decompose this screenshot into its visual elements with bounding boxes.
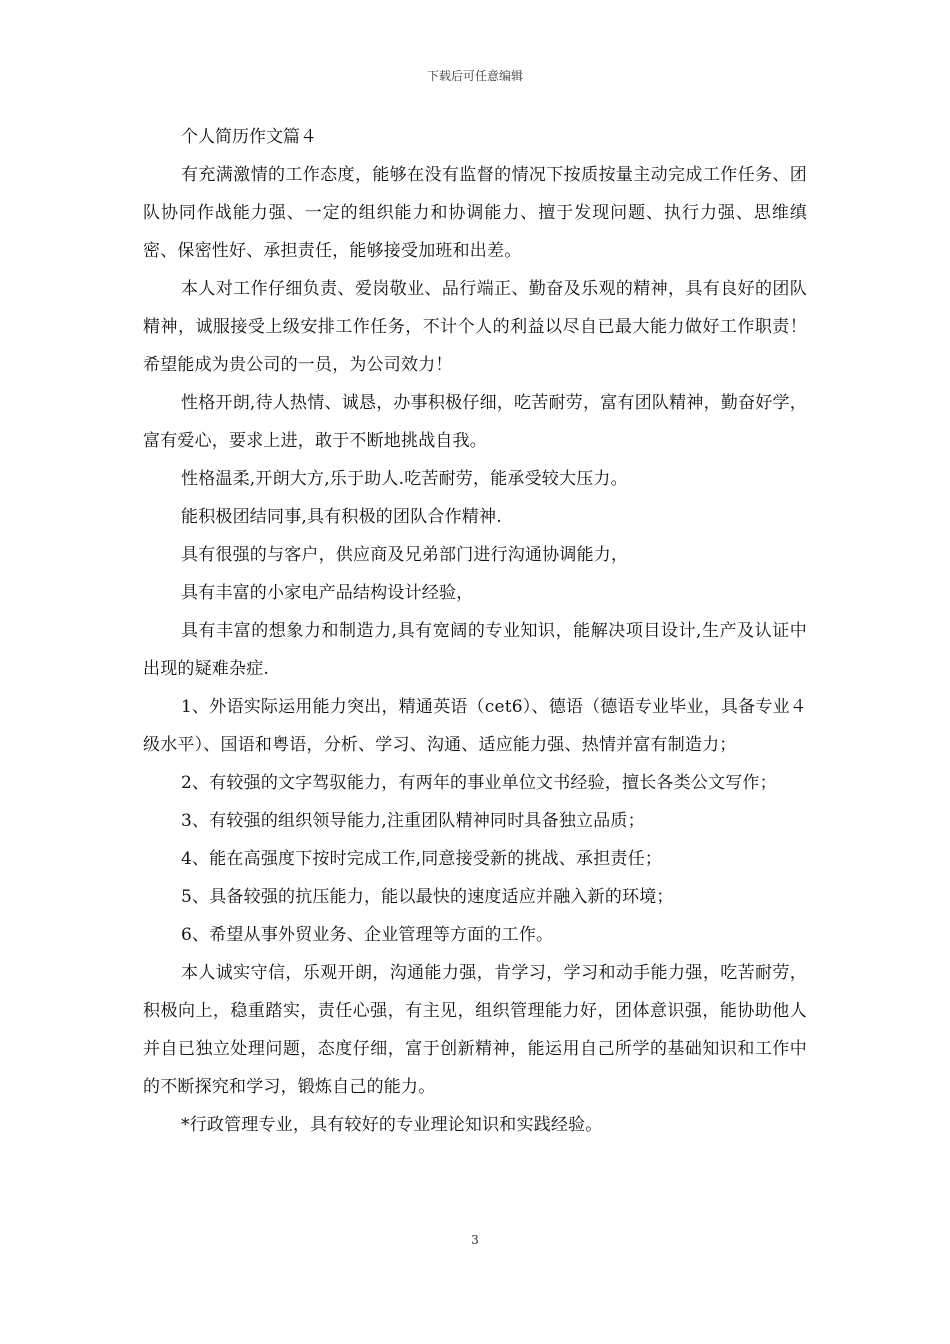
document-body bbox=[143, 118, 807, 1144]
page-footer bbox=[0, 1233, 950, 1247]
paragraph-9: 1、外语实际运用能力突出，精通英语（cet6）、德语（德语专业毕业，具备专业４级水平）、国语和粤语，分析、学习、沟通、适应能力强、热情并富有制造力； bbox=[143, 697, 807, 755]
paragraph-10: 2、有较强的文字驾驭能力，有两年的事业单位文书经验，擅长各类公文写作； bbox=[181, 773, 777, 793]
paragraph-6: 具有很强的与客户，供应商及兄弟部门进行沟通协调能力， bbox=[181, 545, 629, 565]
paragraph-11: 3、有较强的组织领导能力,注重团队精神同时具备独立品质； bbox=[181, 811, 645, 831]
header-text: 下载后可任意编辑 bbox=[426, 69, 523, 83]
paragraph-2: 本人对工作仔细负责、爱岗敬业、品行端正、勤奋及乐观的精神，具有良好的团队精神，诚服接受上级安排工作任务，不计个人的利益以尽自已最大能力做好工作职责！希望能成为贵公司的一员，为公司效力！ bbox=[143, 279, 807, 375]
paragraph-16: *行政管理专业，具有较好的专业理论知识和实践经验。 bbox=[181, 1115, 603, 1135]
paragraph-12: 4、能在高强度下按时完成工作,同意接受新的挑战、承担责任； bbox=[181, 849, 663, 869]
paragraph-1: 有充满激情的工作态度，能够在没有监督的情况下按质按量主动完成工作任务、团队协同作战能力强、一定的组织能力和协调能力、擅于发现问题、执行力强、思维缜密、保密性好、承担责任，能够接受加班和出差。 bbox=[143, 165, 807, 261]
paragraph-8: 具有丰富的想象力和制造力,具有宽阔的专业知识，能解决项目设计,生产及认证中出现的疑难杂症. bbox=[143, 621, 807, 679]
paragraph-15: 本人诚实守信，乐观开朗，沟通能力强，肯学习，学习和动手能力强，吃苦耐劳，积极向上，稳重踏实，责任心强，有主见，组织管理能力好，团体意识强，能协助他人并自已独立处理问题，态度仔细，富于创新精神，能运用自己所学的基础知识和工作中的不断探究和学习，锻炼自己的能力。 bbox=[143, 963, 807, 1097]
document-title: 个人简历作文篇４ bbox=[181, 127, 317, 147]
page-header bbox=[0, 67, 950, 84]
paragraph-13: 5、具备较强的抗压能力，能以最快的速度适应并融入新的环境； bbox=[181, 887, 674, 907]
paragraph-3: 性格开朗,待人热情、诚恳，办事积极仔细，吃苦耐劳，富有团队精神，勤奋好学，富有爱心，要求上进，敢于不断地挑战自我。 bbox=[143, 393, 807, 451]
paragraph-5: 能积极团结同事,具有积极的团队合作精神. bbox=[181, 507, 502, 527]
paragraph-7: 具有丰富的小家电产品结构设计经验， bbox=[181, 583, 474, 603]
paragraph-4: 性格温柔,开朗大方,乐于助人.吃苦耐劳，能承受较大压力。 bbox=[181, 469, 628, 489]
paragraph-14: 6、希望从事外贸业务、企业管理等方面的工作。 bbox=[181, 925, 554, 945]
page-number: 3 bbox=[471, 1233, 479, 1247]
